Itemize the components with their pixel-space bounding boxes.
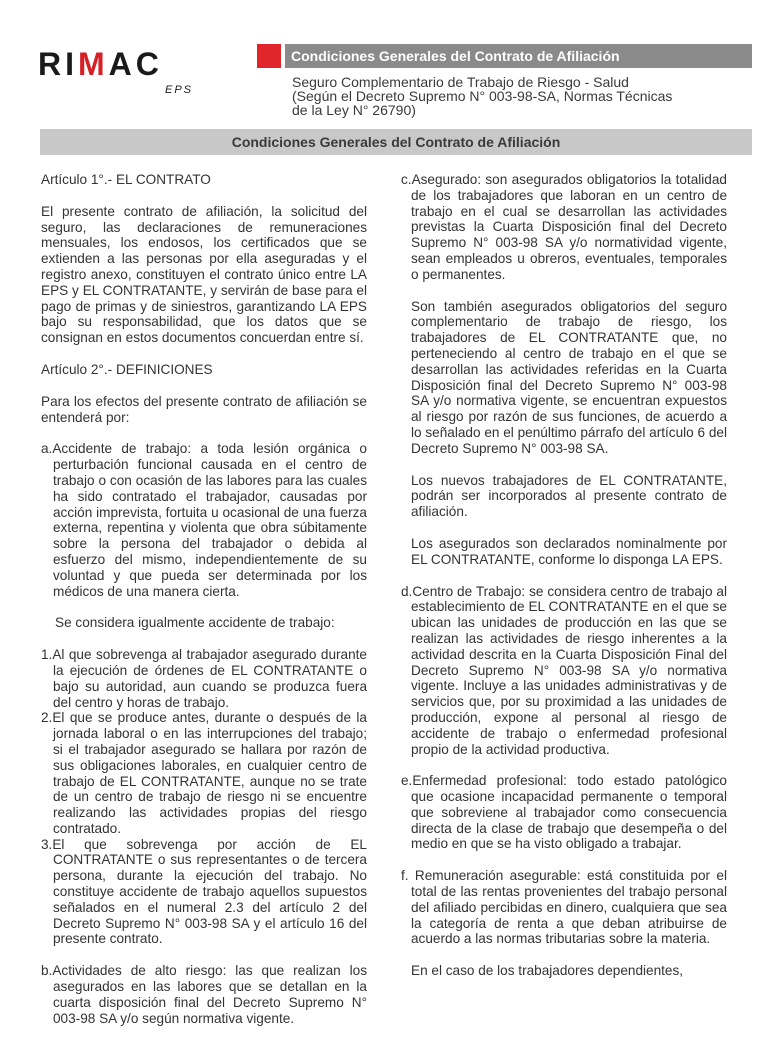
definition-c-paragraph-4: Los asegurados son declarados nominalmente por EL CONTRATANTE, conforme lo disponga LA EPS. (411, 535, 727, 567)
definition-f-paragraph-2: En el caso de los trabajadores dependientes, (411, 963, 684, 979)
article-1-title: Artículo 1°.- EL CONTRATO (41, 172, 211, 187)
section-title: Condiciones Generales del Contrato de Afiliación (40, 129, 752, 155)
article-2-title: Artículo 2°.- DEFINICIONES (41, 361, 213, 377)
sub-item-1: 1.Al que sobrevenga al trabajador asegurado durante la ejecución de órdenes de EL CONTRATANTE o bajo su autoridad, aun cuando se produzca fuera del centro y horas de trabajo. (41, 647, 367, 710)
article-1-body: El presente contrato de afiliación, la solicitud del seguro, las declaraciones de remuneraciones mensuales, los endosos, los certificados que se extienden a las personas por ella aseguradas y el registro anexo, constituyen el contrato único entre LA EPS y EL CONTRATANTE, y servirán de base para el pago de primas y de siniestros, garantizando LA EPS bajo su responsabilidad, que los datos que se consignan en estos documentos concuerdan entre sí. (41, 203, 367, 346)
logo-sub-eps: EPS (165, 84, 194, 96)
right-column (401, 172, 727, 995)
header-subtitle-line: (Según el Decreto Supremo N° 003-98-SA, Normas Técnicas (292, 88, 673, 104)
left-column (41, 172, 367, 1042)
definition-c-paragraph-3: Los nuevos trabajadores de EL CONTRATANTE, podrán ser incorporados al presente contrato de afiliación. (411, 472, 727, 520)
article-2-intro: Para los efectos del presente contrato de afiliación se entenderá por: (41, 393, 367, 425)
header-subtitle-line: de la Ley N° 26790) (292, 102, 416, 118)
header-subtitle-line: Seguro Complementario de Trabajo de Riesgo - Salud (292, 74, 629, 90)
header-red-square (257, 44, 281, 68)
rimac-eps-logo (38, 44, 208, 104)
header-subtitle (292, 75, 752, 117)
definition-b: b.Actividades de alto riesgo: las que realizan los asegurados en las labores que se detallan en la cuarta disposición final del Decreto Supremo N° 003-98 SA y/o según normativa vigente. (41, 963, 367, 1026)
definition-a: a.Accidente de trabajo: a toda lesión orgánica o perturbación funcional causada en el centro de trabajo o con ocasión de las labores para las cuales ha sido contratado el trabajador, causadas por acción imprevista, fortuita u ocasional de una fuerza externa, repentina y violenta que obra súbitamente sobre la persona del trabajador o debida al esfuerzo del mismo, independientemente de su voluntad y que pueda ser determinada por los médicos de una manera cierta. (41, 441, 367, 599)
definition-f: f. Remuneración asegurable: está constituida por el total de las rentas provenientes del trabajo personal del afiliado percibidas en dinero, cualquiera que sea la categoría de renta a que deban atribuirse de acuerdo a las normas tributarias sobre la materia. (401, 868, 727, 947)
logo-text-ac: AC (108, 46, 163, 82)
logo-text-m: M (78, 46, 109, 82)
logo-wordmark (38, 44, 163, 84)
definition-e: e.Enfermedad profesional: todo estado patológico que ocasione incapacidad permanente o temporal que sobreviene al trabajador como consecuencia directa de la clase de trabajo que desempeña o del medio en que se ha visto obligado a trabajar. (401, 773, 727, 852)
definition-c-paragraph-2: Son también asegurados obligatorios del seguro complementario de trabajo de riesgo, los trabajadores de EL CONTRATANTE que, no perteneciendo al centro de trabajo en el que se desarrollan las actividades referidas en la Cuarta Disposición final del Decreto Supremo N° 003-98 SA y/o normativa vigente, se encuentran expuestos al riesgo por razón de sus funciones, de acuerdo a lo señalado en el penúltimo párrafo del artículo 6 del Decreto Supremo N° 003-98 SA. (411, 298, 727, 456)
sub-item-2: 2.El que se produce antes, durante o después de la jornada laboral o en las interrupciones del trabajo; si el trabajador asegurado se hallara por razón de sus obligaciones laborales, en cualquier centro de trabajo de EL CONTRATANTE, aunque no se trate de un centro de trabajo de riesgo ni se encuentre realizando las actividades propias del riesgo contratado. (41, 710, 367, 836)
definition-d: d.Centro de Trabajo: se considera centro de trabajo al establecimiento de EL CONTRATANTE en el que se ubican las unidades de producción en las que se realizan las actividades de riesgo inherentes a la actividad descrita en la Cuarta Disposición Final del Decreto Supremo N° 003-98 SA y/o normativa vigente. Incluye a las unidades administrativas y de servicios que, por su proximidad a las unidades de producción, expone al personal al riesgo de accidente de trabajo o enfermedad profesional propio de la actividad productiva. (401, 583, 727, 757)
header-title: Condiciones Generales del Contrato de Afiliación (285, 44, 752, 68)
also-accident-intro: Se considera igualmente accidente de trabajo: (55, 615, 335, 631)
sub-item-3: 3.El que sobrevenga por acción de EL CONTRATANTE o sus representantes o de tercera persona, durante la ejecución del trabajo. No constituye accidente de trabajo aquellos supuestos señalados en el numeral 2.3 del artículo 2 del Decreto Supremo N° 003-98 SA y el artículo 16 del presente contrato. (41, 836, 367, 947)
logo-text-ri: RI (38, 46, 78, 82)
definition-c: c.Asegurado: son asegurados obligatorios la totalidad de los trabajadores que laboran en un centro de trabajo en el cual se desarrollan las actividades previstas la Cuarta Disposición final del Decreto Supremo N° 003-98 SA y/o normatividad vigente, sean empleados u obreros, eventuales, temporales o permanentes. (401, 172, 727, 282)
